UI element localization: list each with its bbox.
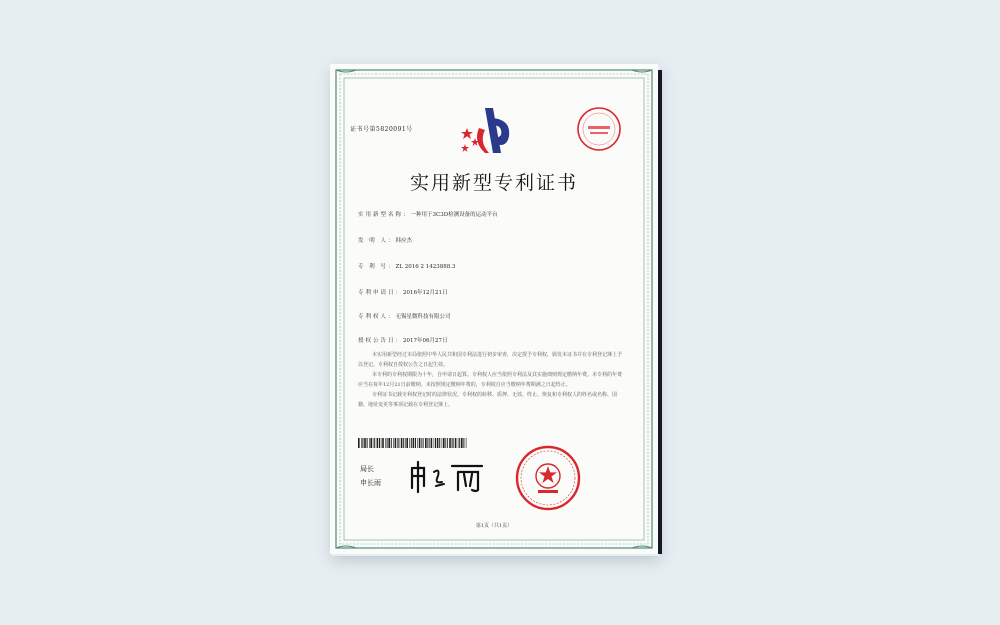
field-value: 2016年12月21日 xyxy=(403,290,448,296)
field-label: 授权公告日： xyxy=(358,338,404,344)
patent-number-field xyxy=(358,262,455,270)
field-value: 2017年06月27日 xyxy=(403,338,448,344)
utility-model-name-field xyxy=(358,210,498,218)
patentee-field xyxy=(358,312,451,320)
body-paragraph: 专利证书记载专利权登记时的法律状况。专利权的转移、质押、无效、终止、恢复和专利权人的姓名或名称、国籍、地址变更等事项记载在专利登记簿上。 xyxy=(358,392,618,408)
field-label: 专利申请日： xyxy=(358,290,404,296)
field-label: 实用新型名称： xyxy=(358,212,411,218)
official-red-seal-icon xyxy=(514,444,582,512)
body-paragraph: 本实用新型经过本局依照中华人民共和国专利法进行初步审查，决定授予专利权，颁发本证书并在专利登记簿上予以登记。专利权自授权公告之日起生效。 xyxy=(358,352,623,368)
certificate-number: 证书号第5820091号 xyxy=(350,126,413,133)
patent-certificate xyxy=(330,64,658,554)
small-red-seal-icon xyxy=(576,106,622,152)
body-paragraph: 本专利的专利权期限为十年，自申请日起算。专利权人应当依照专利法及其实施细则规定缴纳年费。本专利的年费应当在每年12月21日前缴纳。未按照规定缴纳年费的，专利权自应当缴纳年费期满之日起终止。 xyxy=(358,372,623,388)
sipo-logo-icon xyxy=(455,98,525,168)
certificate-body-text xyxy=(358,350,626,410)
inventor-field xyxy=(358,236,412,244)
handwritten-signature xyxy=(408,460,488,494)
director-name: 申长雨 xyxy=(360,479,381,487)
barcode-icon xyxy=(358,438,468,448)
field-value: 一种用于3C3D检测设备的运动平台 xyxy=(410,212,498,218)
certificate-title: 实用新型专利证书 xyxy=(409,172,578,194)
grant-date-field xyxy=(358,336,448,344)
field-label: 发 明 人： xyxy=(358,238,396,244)
director-title: 局长 xyxy=(360,465,374,473)
field-label: 专利权人： xyxy=(358,314,396,320)
page-footer: 第1页（共1页） xyxy=(475,523,513,529)
field-value: ZL 2016 2 1423888.3 xyxy=(395,264,456,270)
filing-date-field xyxy=(358,288,448,296)
field-value: 韩应杰 xyxy=(395,238,413,244)
field-value: 无锡星微科技有限公司 xyxy=(395,314,451,320)
field-label: 专 利 号： xyxy=(358,264,396,270)
